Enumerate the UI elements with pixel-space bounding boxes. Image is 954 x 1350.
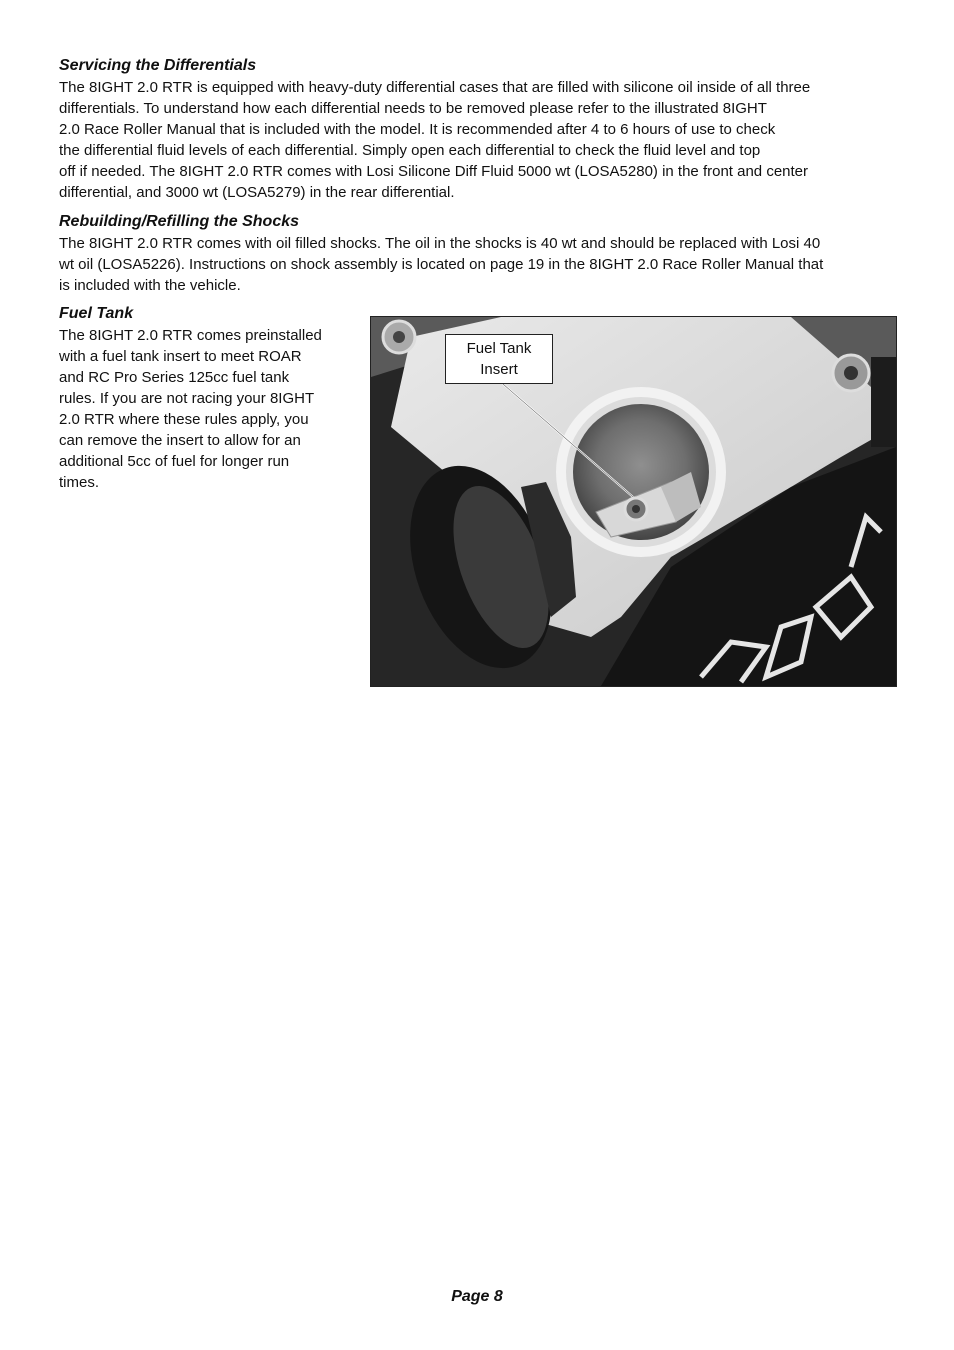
section-heading-differentials: Servicing the Differentials [59, 57, 257, 74]
text-line: The 8IGHT 2.0 RTR comes preinstalled [59, 327, 322, 344]
callout-line: Fuel Tank [466, 340, 532, 357]
text-line: rules. If you are not racing your 8IGHT [59, 390, 315, 407]
section-heading-fuel-tank: Fuel Tank [59, 305, 134, 322]
text-line: 2.0 Race Roller Manual that is included with the model. It is recommended after 4 to 6 hours of use to check [59, 121, 776, 138]
text-line: additional 5cc of fuel for longer run [59, 453, 290, 470]
section-body-fuel-tank [59, 325, 322, 493]
text-line: differential, and 3000 wt (LOSA5279) in the rear differential. [59, 184, 455, 201]
text-line: and RC Pro Series 125cc fuel tank [59, 369, 290, 386]
text-line: with a fuel tank insert to meet ROAR [59, 348, 302, 365]
callout-line: Insert [480, 361, 518, 378]
text-line: times. [59, 474, 100, 491]
section-body-shocks [59, 233, 823, 296]
text-line: differentials. To understand how each differential needs to be removed please refer to the illustrated 8IGHT [59, 100, 767, 117]
text-line: The 8IGHT 2.0 RTR is equipped with heavy-duty differential cases that are filled with silicone oil inside of all three [59, 79, 811, 96]
text-line: off if needed. The 8IGHT 2.0 RTR comes with Losi Silicone Diff Fluid 5000 wt (LOSA5280) in the front and center [59, 163, 809, 180]
section-body-differentials [59, 77, 810, 203]
text-line: can remove the insert to allow for an [59, 432, 301, 449]
text-line: wt oil (LOSA5226). Instructions on shock assembly is located on page 19 in the 8IGHT 2.0 Race Roller Manual that [59, 256, 824, 273]
text-line: the differential fluid levels of each differential. Simply open each differential to check the fluid level and top [59, 142, 761, 159]
fuel-tank-photo [370, 316, 897, 687]
fuel-tank-insert-callout [445, 334, 553, 384]
section-heading-shocks: Rebuilding/Refilling the Shocks [59, 213, 300, 230]
text-line: 2.0 RTR where these rules apply, you [59, 411, 309, 428]
text-line: The 8IGHT 2.0 RTR comes with oil filled shocks. The oil in the shocks is 40 wt and should be replaced with Losi 40 [59, 235, 821, 252]
text-line: is included with the vehicle. [59, 277, 241, 294]
page-number: Page 8 [451, 1288, 503, 1305]
